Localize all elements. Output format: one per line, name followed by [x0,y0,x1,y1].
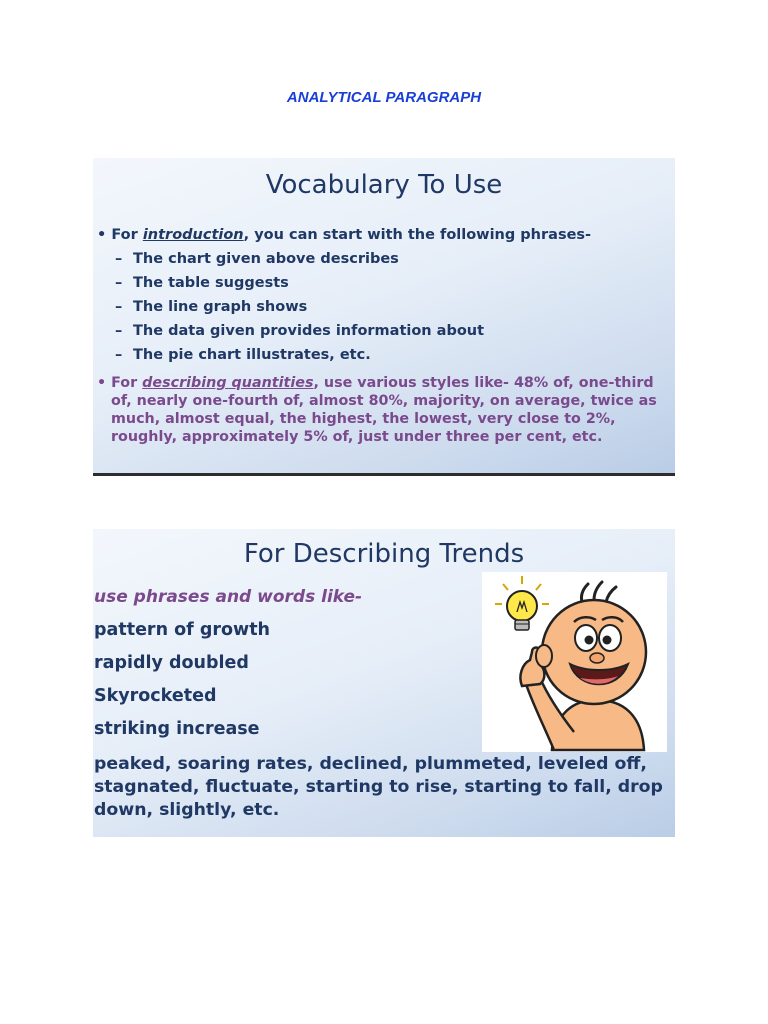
intro-prefix: For [111,227,143,243]
trend-phrase: striking increase [94,719,260,739]
trend-phrase: pattern of growth [94,620,271,640]
intro-phrase: – The table suggests [115,275,289,291]
trend-phrase: rapidly doubled [94,653,249,673]
trends-intro: use phrases and words like- [94,587,363,607]
intro-phrase: – The chart given above describes [115,251,399,267]
intro-phrase: – The line graph shows [115,299,308,315]
intro-phrase: – The pie chart illustrates, etc. [115,347,371,363]
quantities-suffix: , use various styles like- 48% of, one-third of, nearly one-fourth of, almost 80%, majority, on average, twice as much, almost equal, the highest, the lowest, very close to 2%, roughly, approximately 5% of, just under three per cent, etc. [111,375,657,445]
slide-title: For Describing Trends [243,539,525,569]
quantities-keyword: describing quantities [142,375,314,391]
trend-phrase: Skyrocketed [94,686,217,706]
quantities-bullet [97,374,675,446]
document-title: ANALYTICAL PARAGRAPH [286,89,482,106]
intro-bullet [97,227,591,243]
intro-suffix: , you can start with the following phrases- [243,227,592,243]
bullet-dot: • [97,227,112,243]
slide-title: Vocabulary To Use [265,170,503,200]
vocabulary-slide [93,158,675,476]
trends-slide [93,529,675,837]
thinking-boy-lightbulb-icon [482,572,667,752]
intro-phrase: – The data given provides information about [115,323,485,339]
intro-keyword: introduction [142,227,244,243]
bullet-dot: • [97,375,112,391]
quantities-prefix: For [111,375,143,391]
trends-paragraph: peaked, soaring rates, declined, plummeted, leveled off, stagnated, fluctuate, starting to rise, starting to fall, drop down, slightly, etc. [94,754,663,820]
